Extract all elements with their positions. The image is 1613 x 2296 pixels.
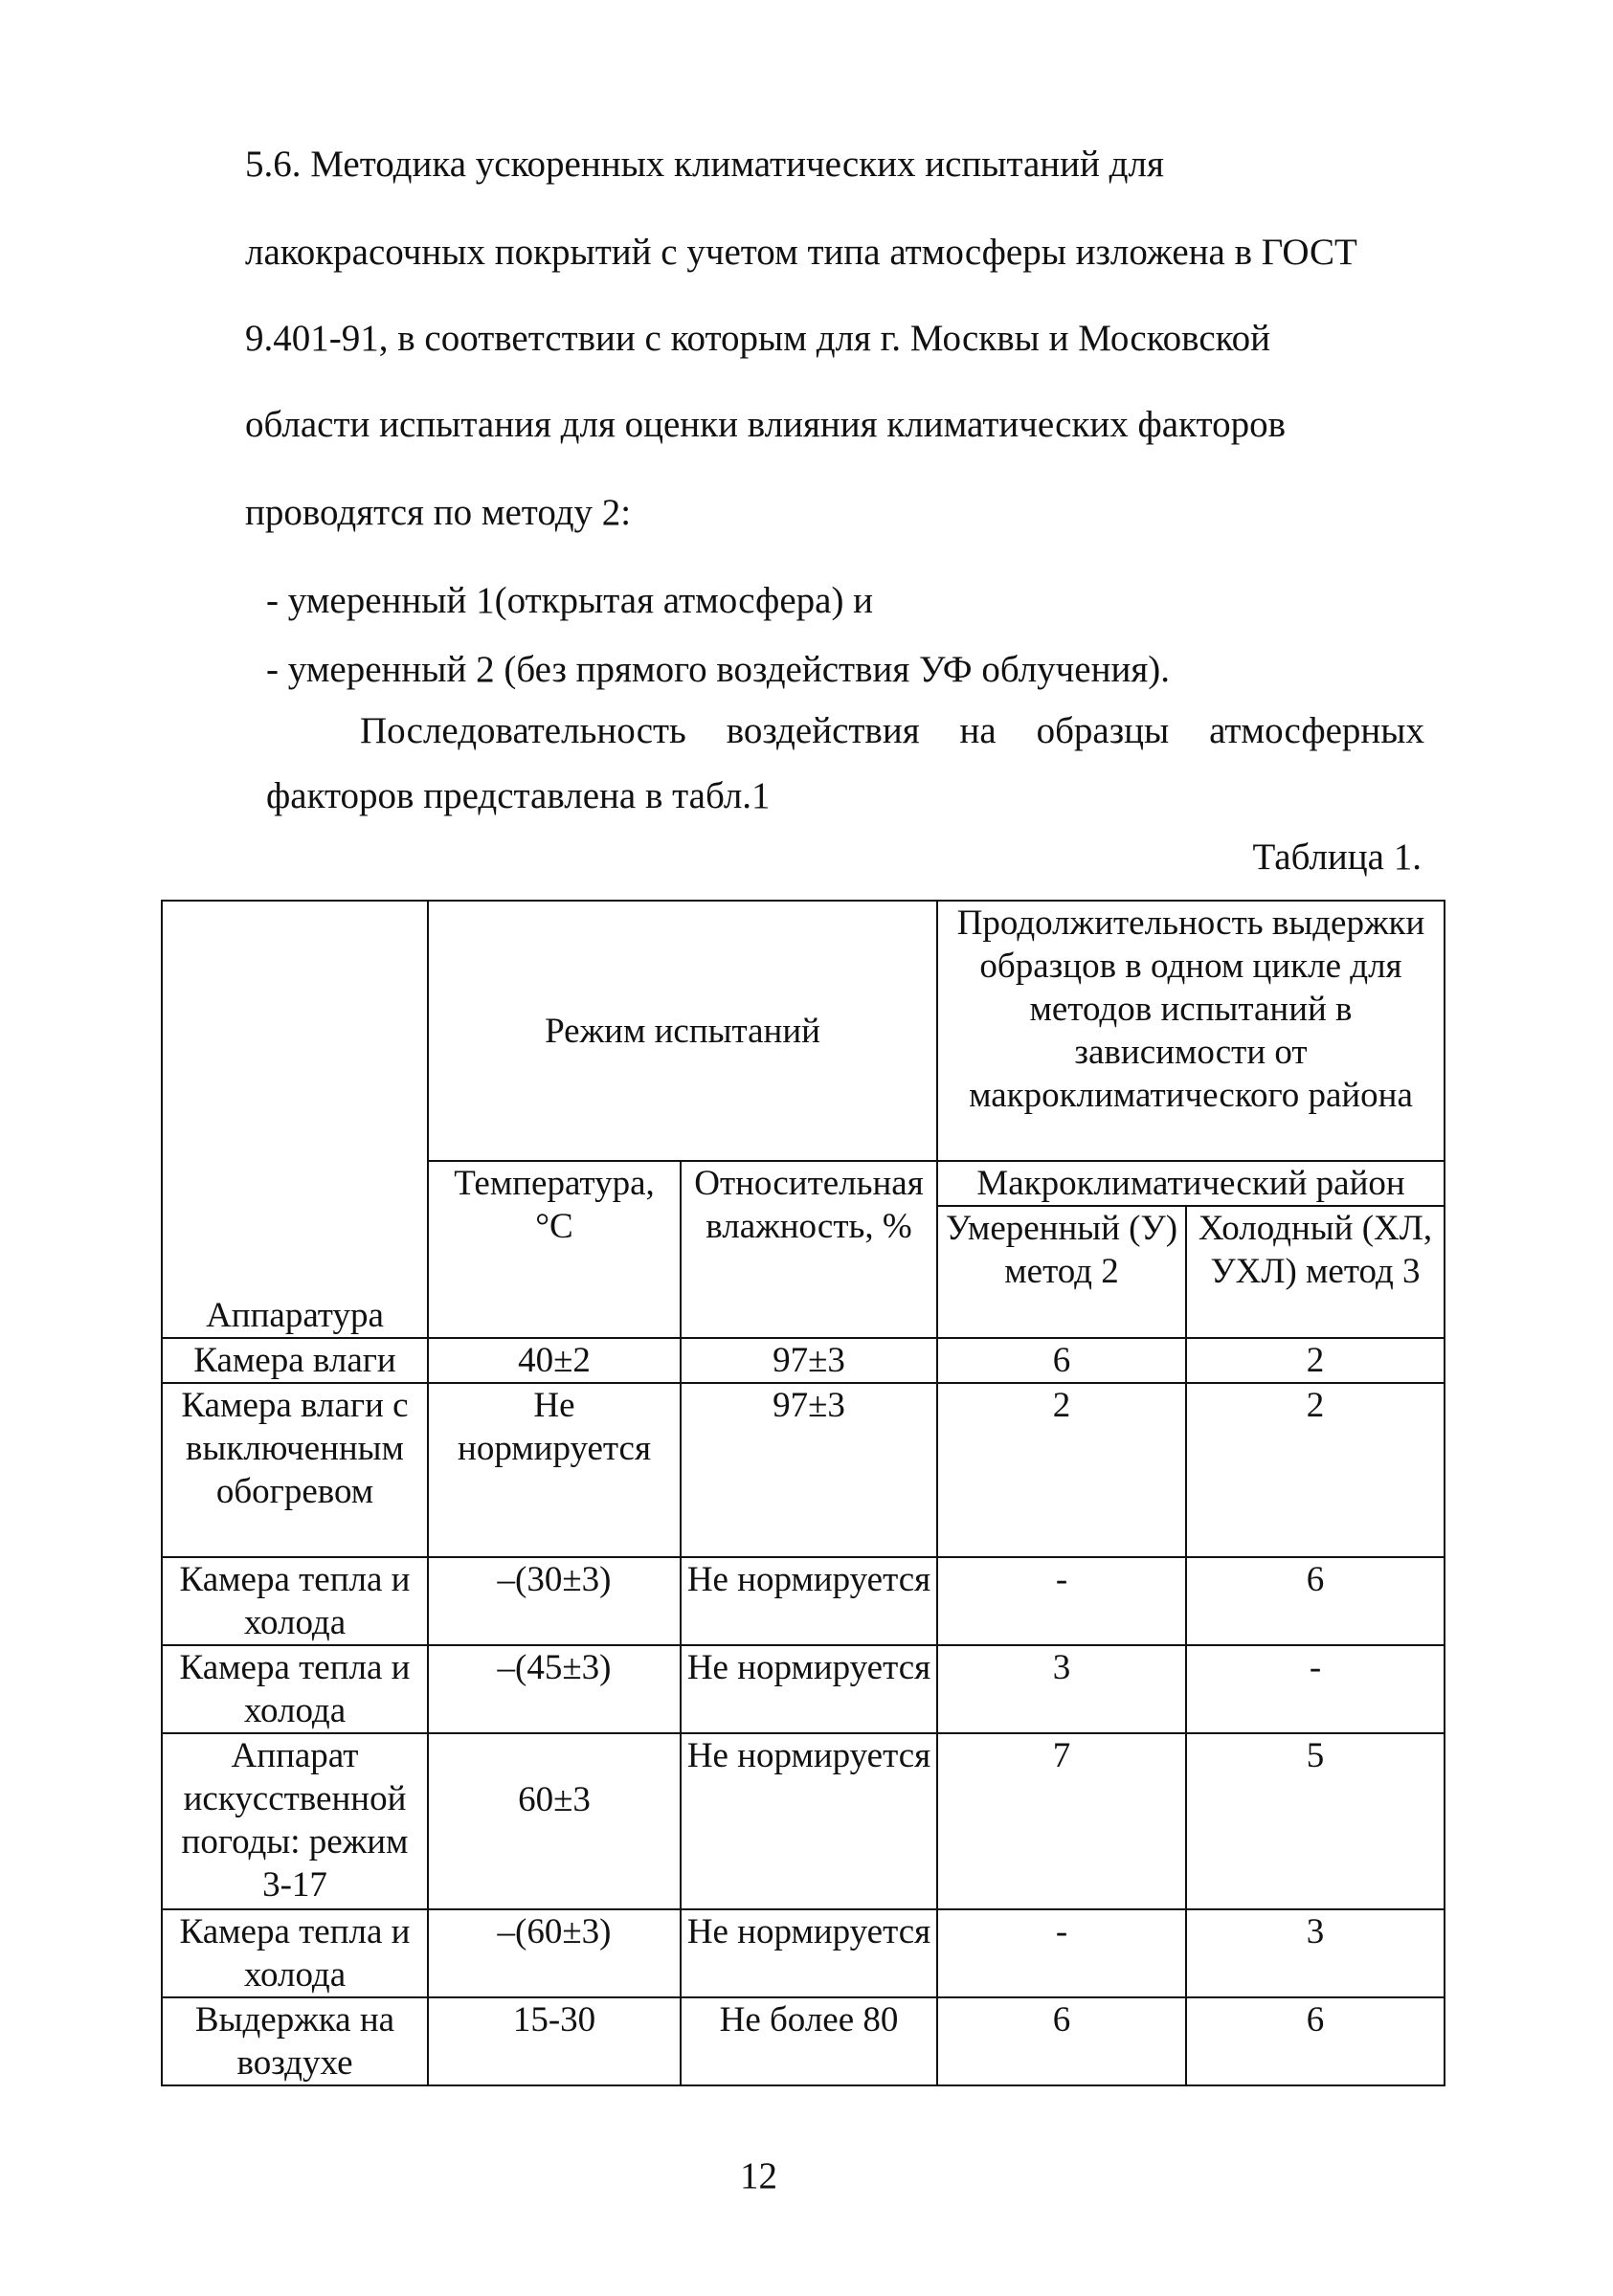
cell-cold: 5 xyxy=(1186,1733,1445,1909)
cell-cold: - xyxy=(1186,1645,1445,1733)
cell-apparatus: Камера тепла и холода xyxy=(162,1557,428,1645)
cell-apparatus: Выдержка на воздухе xyxy=(162,1997,428,2085)
cell-moderate: 6 xyxy=(937,1997,1186,2085)
header-duration: Продолжительность выдержки образцов в одном цикле для методов испытаний в зависимости от макроклиматического района xyxy=(937,901,1445,1161)
cell-moderate: 7 xyxy=(937,1733,1186,1909)
table-row xyxy=(162,1383,1445,1557)
paragraph-line: 5.6. Методика ускоренных климатических испытаний для xyxy=(245,144,1164,185)
table-row xyxy=(162,1733,1445,1909)
cell-temperature: 60±3 xyxy=(428,1733,681,1909)
bullet-item: - умеренный 1(открытая атмосфера) и xyxy=(266,580,874,621)
cell-cold: 6 xyxy=(1186,1557,1445,1645)
paragraph-line: области испытания для оценки влияния климатических факторов xyxy=(245,404,1286,445)
cell-temperature: –(60±3) xyxy=(428,1909,681,1997)
cell-apparatus: Камера тепла и холода xyxy=(162,1909,428,1997)
header-temperature: Температура, °С xyxy=(428,1161,681,1338)
header-humidity: Относительная влажность, % xyxy=(681,1161,937,1338)
cell-temperature: 40±2 xyxy=(428,1338,681,1383)
cell-cold: 2 xyxy=(1186,1383,1445,1557)
page-number: 12 xyxy=(740,2155,777,2196)
sequence-line: факторов представлена в табл.1 xyxy=(266,775,771,816)
table-row xyxy=(162,1645,1445,1733)
table-row xyxy=(162,1909,1445,1997)
cell-temperature: –(45±3) xyxy=(428,1645,681,1733)
table-row xyxy=(162,1338,1445,1383)
header-macro-region: Макроклиматический район xyxy=(937,1161,1445,1206)
cell-humidity: Не нормируется xyxy=(681,1645,937,1733)
cell-apparatus: Камера тепла и холода xyxy=(162,1645,428,1733)
cell-moderate: 2 xyxy=(937,1383,1186,1557)
cell-apparatus: Аппарат искусственной погоды: режим 3-17 xyxy=(162,1733,428,1909)
cell-moderate: - xyxy=(937,1909,1186,1997)
cell-cold: 2 xyxy=(1186,1338,1445,1383)
cell-moderate: - xyxy=(937,1557,1186,1645)
table-row xyxy=(162,1557,1445,1645)
table-row xyxy=(162,1997,1445,2085)
header-apparatus: Аппаратура xyxy=(162,901,428,1338)
cell-cold: 6 xyxy=(1186,1997,1445,2085)
cell-humidity: 97±3 xyxy=(681,1383,937,1557)
climate-test-table xyxy=(161,900,1445,2086)
paragraph-line: лакокрасочных покрытий с учетом типа атмосферы изложена в ГОСТ xyxy=(245,232,1357,273)
cell-temperature: 15-30 xyxy=(428,1997,681,2085)
header-test-mode: Режим испытаний xyxy=(428,901,937,1161)
paragraph-line: проводятся по методу 2: xyxy=(245,492,632,533)
cell-humidity: 97±3 xyxy=(681,1338,937,1383)
cell-apparatus: Камера влаги xyxy=(162,1338,428,1383)
bullet-item: - умеренный 2 (без прямого воздействия УФ облучения). xyxy=(266,649,1171,690)
table-caption: Таблица 1. xyxy=(1252,836,1422,878)
cell-humidity: Не более 80 xyxy=(681,1997,937,2085)
cell-apparatus: Камера влаги с выключенным обогревом xyxy=(162,1383,428,1557)
cell-moderate: 3 xyxy=(937,1645,1186,1733)
cell-humidity: Не нормируется xyxy=(681,1909,937,1997)
cell-moderate: 6 xyxy=(937,1338,1186,1383)
cell-humidity: Не нормируется xyxy=(681,1557,937,1645)
cell-cold: 3 xyxy=(1186,1909,1445,1997)
cell-temperature: –(30±3) xyxy=(428,1557,681,1645)
sequence-line: Последовательность воздействия на образцы атмосферных xyxy=(360,710,1424,751)
header-moderate: Умеренный (У) метод 2 xyxy=(937,1206,1186,1338)
cell-temperature: Не нормируется xyxy=(428,1383,681,1557)
cell-humidity: Не нормируется xyxy=(681,1733,937,1909)
paragraph-line: 9.401-91, в соответствии с которым для г. Москвы и Московской xyxy=(245,318,1270,359)
header-cold: Холодный (ХЛ, УХЛ) метод 3 xyxy=(1186,1206,1445,1338)
